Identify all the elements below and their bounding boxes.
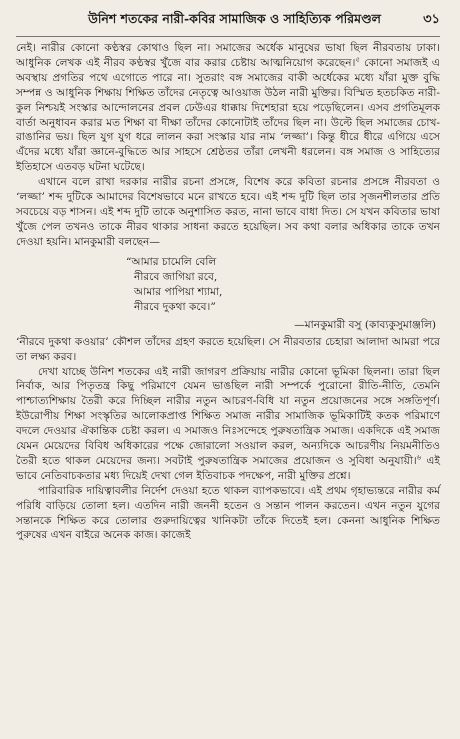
paragraph [16,335,440,365]
paragraph [16,41,440,175]
paragraph-text: ‘নীরবে দুকথা কওয়ার’ কৌশল তাঁদের গ্রহণ করতে হয়েছিল। সে নীরবতার চেহারা আলাদা আমরা পরে তা লক্ষ্য করব। [16,335,440,363]
paragraph-text: নেই। নারীর কোনো কণ্ঠস্বর কোথাও ছিল না। সমাজের অর্ধেক মানুষের ভাষা ছিল নীরবতায় ঢাকা। আধুনিক লেখক এই নীরব কণ্ঠস্বর খুঁজে বার করার চেষ্টায় আত্মনিয়োগ করেছেন। [16,42,440,69]
poem-line: নীরবে দুকথা কবে।” [134,300,216,313]
paragraph-text: পারিবারিক দায়িত্বাবলীর নির্দেশ দেওয়া হতে থাকল ব্যাপকভাবে। এই প্রথম গৃহাভ্যন্তরে নারীর কর্ম পরিধি বাড়িয়ে তোলা হল। এতদিন নারী জননী হতেন ও সন্তান পালন করতেন। এখন নতুন যুগের সন্তানকে শিক্ষিত করে তোলার গুরুদায়িত্বের খানিকটা তাঁকে দিতেই হল। কেননা আধুনিক শিক্ষিত পুরুষের এখন বাইরে অনেক কাজ। কাজেই [16,484,440,542]
poem-quote [126,255,440,315]
body-text [16,41,440,543]
paragraph-text: দেখা যাচ্ছে উনিশ শতকের এই নারী জাগরণ প্রক্রিয়ায় নারীর কোনো ভূমিকা ছিলনা। তারা ছিল নির্বাক, আর পিতৃতন্ত্র কিছু পরিমাণে যেমন ভাঙছিল নারী সম্পর্কে পুরোনো রীতি-নীতি, তেমনি পাশ্চাত্যশিক্ষায় তৈরী করে দিচ্ছিল নারীর নতুন আচরণ-বিধি যা নতুন প্রয়োজনের সঙ্গে সঙ্গতিপূর্ণ। ইউরোপীয় শিক্ষা সংস্কৃতির আলোকপ্রাপ্ত শিক্ষিত সমাজ নারীর সামাজিক ভূমিকাটিই কতক পরিমাণে বদলে দেওয়ার ঐকান্তিক চেষ্টা করল। এ সমাজও নিঃসন্দেহে পুরুষতান্ত্রিক সমাজ। একদিকে এই সমাজ যেমন মেয়েদের বিবিধ অধিকারের পক্ষে জোরালো সওয়াল করল, অন্যদিকে আচরণীয় নিয়মনীতিও তৈরী হতে থাকল মেয়েদের জন্য। সবটাই পুরুষতান্ত্রিক সমাজের প্রয়োজন ও সুবিধা অনুযায়ী। [16,365,440,467]
poem-line: নীরবে জাগিয়া রবে, [134,270,218,283]
paragraphs-after-poem [16,335,440,544]
paragraph-text: কোনো সমাজই এ অবস্থায় প্রগতির পথে এগোতে পারে না। সুতরাং বঙ্গ সমাজের বাকী অর্ধেকের মধ্যে যাঁরা মুক্ত বুদ্ধি সম্পন্ন ও আধুনিক শিক্ষায় শিক্ষিত তাঁদের নেতৃত্বে আওয়াজ উঠল নারী মুক্তির। বিস্মিত হতচকিত নারী-কুল নিশ্চয়ই সংস্কার আন্দোলনের প্রবল ঢেউএর ধাক্কায় দিশেহারা হয়ে পড়েছিলেন। এসব প্রগতিমূলক বার্তা অনুধাবন করার মত শিক্ষা বা দীক্ষা তাঁদের কোনোটাই তাঁদের ছিল না। উল্টে ছিল সমাজের চোখ-রাঙানির ভয়। ছিল যুগ যুগ ধরে লালন করা সংস্কার যার নাম ‘লজ্জা’। কিন্তু ধীরে ধীরে এগিয়ে এসে এঁদের মধ্যে যাঁরা জ্ঞানে-বুদ্ধিতে আর সাহসে শ্রেষ্ঠতর তাঁরা লেখনী ধরলেন। বঙ্গ সমাজ ও সাহিত্যের ইতিহাসে এতবড় ঘটনা ঘটেছে। [16,56,440,174]
page-number: ৩১ [423,12,440,27]
chapter-title: উনিশ শতকের নারী-কবির সামাজিক ও সাহিত্যিক পরিমণ্ডল [88,11,381,26]
running-header [16,10,440,37]
paragraph [16,484,440,544]
footnote-marker: ৬ [416,453,422,462]
paragraph-text: এই ভাবে নেতিবাচকতার মধ্য দিয়েই দেখা গেল ইতিবাচক পদক্ষেপ, নারী মুক্তির প্রশ্নে। [16,454,440,482]
poem-line: “আমার চামেলি বেলি [126,255,217,268]
poem-attribution: —মানকুমারী বসু (কাব্যকুসুমাঞ্জলি) [294,318,436,331]
paragraph [16,175,440,250]
footnote-marker: ৫ [355,55,360,64]
paragraph-text: এখানে বলে রাখা দরকার নারীর রচনা প্রসঙ্গে, বিশেষ করে কবিতা রচনার প্রসঙ্গে নীরবতা ও ‘লজ্জা’ শব্দ দুটিকে আমাদের বিশেষভাবে মনে রাখতে হবে। এই শব্দ দুটি ছিল তার সৃজনশীলতার প্রতি সবচেয়ে বড় শাসন। এই শব্দ দুটি তাকে অনুশাসিত করত, নানা ভাবে বাধা দিত। সে যখন কবিতার ভাষা খুঁজে পেল তখনও তাকে নীরব থাকার সাধনা করতে হয়েছিল। সব কথা বলার অধিকার তাকে তখন দেওয়া হয়নি। মানকুমারী বলছেন— [16,176,440,248]
paragraph [16,365,440,484]
paragraphs-before-poem [16,41,440,250]
poem-line: আমার পাপিয়া শ্যামা, [134,285,223,298]
